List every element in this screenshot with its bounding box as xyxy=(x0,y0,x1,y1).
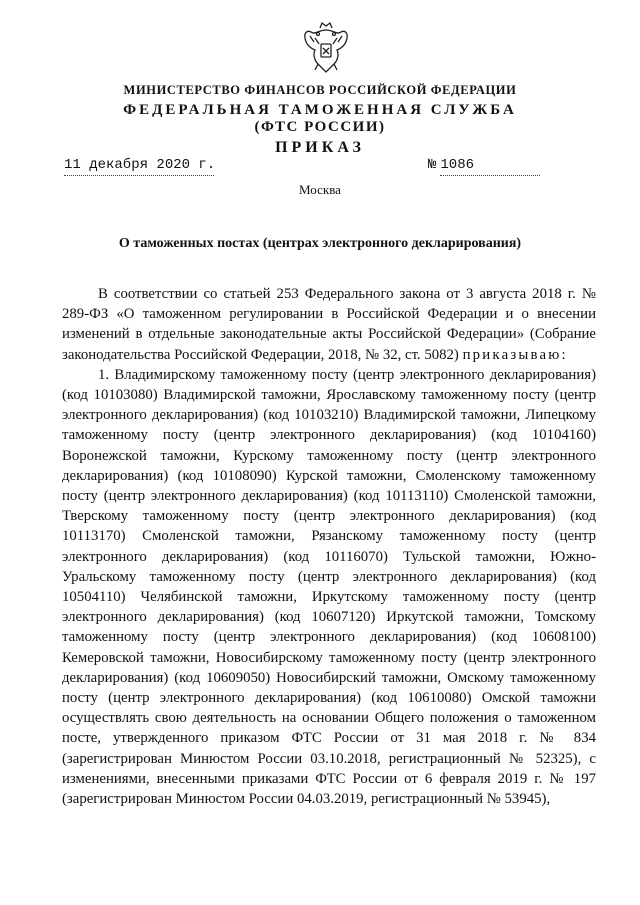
order-number-block xyxy=(428,157,540,176)
preamble-text: В соответствии со статьей 253 Федерального закона от 3 августа 2018 г. № 289-ФЗ «О таможенном регулировании в Российской Федерации и о внесении изменений в отдельные законодательные акты Российской Федерации» (Собрание законодательства Российской Федерации, 2018, № 32, ст. 5082) xyxy=(62,286,596,363)
service-name: ФЕДЕРАЛЬНАЯ ТАМОЖЕННАЯ СЛУЖБА xyxy=(123,102,517,118)
number-label: № xyxy=(428,157,437,173)
document-title: О таможенных постах (центрах электронного декларирования) xyxy=(118,236,522,251)
document-body xyxy=(62,284,596,809)
ministry-name: МИНИСТЕРСТВО ФИНАНСОВ РОССИЙСКОЙ ФЕДЕРАЦИИ xyxy=(123,83,517,97)
order-title: ПРИКАЗ xyxy=(275,139,365,156)
order-word: приказываю: xyxy=(462,346,568,363)
city: Москва xyxy=(299,182,341,197)
paragraph-preamble xyxy=(62,284,596,365)
paragraph-item-1: 1. Владимирскому таможенному посту (центр электронного декларирования) (код 10103080) Владимирской таможни, Ярославскому таможенному посту (центр электронного декларирования) (код 10103210) Владимирской таможни, Липецкому таможенному посту (центр электронного декларирования) (код 10104160) Воронежской таможни, Курскому таможенному посту (центр электронного декларирования) (код 10108090) Курской таможни, Смоленскому таможенному посту (центр электронного декларирования) (код 10113110) Смоленской таможни, Тверскому таможенному посту (центр электронного декларирования) (код 10113170) Смоленской таможни, Рязанскому таможенному посту (центр электронного декларирования) (код 10116070) Тульской таможни, Южно-Уральскому таможенному посту (центр электронного декларирования) (код 10504110) Челябинской таможни, Иркутскому таможенному посту (центр электронного декларирования) (код 10607120) Иркутской таможни, Томскому таможенному посту (центр электронного декларирования) (код 10608100) Кемеровской таможни, Новосибирскому таможенному посту (центр электронного декларирования) (код 10609050) Новосибирский таможни, Омскому таможенному посту (центр электронного декларирования) (код 10610080) Омской таможни осуществлять свою деятельность на основании Общего положения о таможенном посте, утвержденного приказом ФТС России от 31 мая 2018 г. № 834 (зарегистрирован Минюстом России 03.10.2018, регистрационный № 52325), с изменениями, внесенными приказами ФТС России от 6 февраля 2019 г. № 197 (зарегистрирован Минюстом России 04.03.2019, регистрационный № 53945), xyxy=(62,366,596,808)
state-emblem-icon xyxy=(301,20,351,76)
order-date: 11 декабря 2020 г. xyxy=(64,157,214,176)
service-short-name: (ФТС РОССИИ) xyxy=(254,119,386,135)
order-number: 1086 xyxy=(440,157,540,176)
